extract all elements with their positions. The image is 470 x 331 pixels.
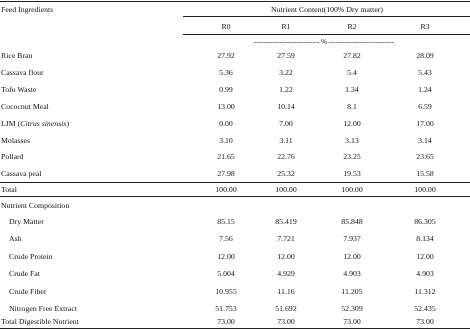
- ingredient-row-value: 23.65: [416, 152, 434, 162]
- ingredient-row-value: 6.59: [418, 101, 432, 111]
- composition-row-value: 52.309: [341, 304, 363, 313]
- composition-row-value: 7.721: [277, 234, 295, 243]
- composition-row-value: 51.692: [275, 304, 297, 313]
- column-header: R2: [347, 22, 357, 31]
- composition-row-value: 12.00: [217, 251, 235, 261]
- ingredient-row-value: 21.65: [217, 152, 235, 162]
- composition-row-value: 85.419: [275, 216, 297, 226]
- total-row-value: 100.00: [275, 184, 297, 194]
- ingredient-row-value: 7.00: [279, 118, 293, 128]
- composition-row-label: Crude Fiber: [9, 286, 47, 296]
- total-bottom-rule: [0, 196, 470, 197]
- composition-row-value: 51.753: [215, 304, 237, 313]
- ingredient-row-value: 15.58: [416, 169, 434, 179]
- ingredient-row-value: 27.98: [217, 169, 235, 179]
- ingredient-row-value: 17.00: [416, 118, 434, 128]
- composition-row-value: 52.435: [414, 304, 436, 313]
- composition-row-value: 4.903: [343, 269, 361, 278]
- composition-row-value: 11.205: [341, 286, 363, 296]
- ingredient-row-value: 28.09: [416, 51, 434, 60]
- composition-row-value: 11.16: [277, 286, 295, 296]
- ingredient-row-value: 5.36: [219, 67, 233, 77]
- composition-row-value: 10.955: [215, 286, 237, 296]
- ingredient-row-value: 3.13: [345, 135, 359, 145]
- composition-row-value: 11.312: [414, 286, 436, 296]
- ingredient-row-value: 1.34: [345, 84, 359, 94]
- composition-row-value: 85.15: [217, 216, 235, 226]
- total-row-value: 100.00: [215, 184, 237, 194]
- composition-row-value: 4.929: [277, 269, 295, 278]
- ingredient-row-value: 8.1: [347, 101, 357, 111]
- ingredient-row-value: 5.4: [347, 67, 357, 77]
- column-header: R3: [420, 22, 430, 31]
- ingredient-row-label: Rice Bran: [1, 51, 33, 60]
- ingredient-row-label: [1, 119, 69, 129]
- column-header: R1: [281, 22, 291, 31]
- ingredient-row-value: 3.22: [279, 67, 293, 77]
- ingredient-row-value: 19.53: [343, 169, 361, 179]
- label-suffix: ): [66, 118, 70, 128]
- composition-row-value: 12.00: [343, 251, 361, 261]
- ingredient-row-value: 10.14: [277, 101, 295, 111]
- ingredient-row-value: 12.00: [343, 118, 361, 128]
- column-header: R0: [221, 22, 231, 31]
- ingredient-row-value: 27.59: [277, 51, 295, 60]
- composition-row-label: Dry Matter: [9, 216, 44, 226]
- ingredient-row-value: 3.11: [279, 135, 293, 145]
- header-nutrient-content: Nutrient Content(100% Dry matter): [271, 5, 383, 14]
- table-bottom-rule: [0, 328, 470, 329]
- tdn-row-value: 73.00: [343, 317, 361, 326]
- ingredient-row-value: 0.00: [219, 118, 233, 128]
- ingredient-row-value: 27.82: [343, 51, 361, 60]
- tdn-row-value: 73.00: [277, 317, 295, 326]
- composition-row-label: Crude Protein: [9, 251, 53, 261]
- total-row-value: 100.00: [414, 184, 436, 194]
- ingredient-row-value: 3.14: [418, 135, 432, 145]
- ingredient-row-label: Molasses: [1, 135, 31, 145]
- header-feed-ingredients: Feed Ingredients: [1, 5, 54, 14]
- ingredient-row-label: Cassava peal: [1, 169, 42, 179]
- composition-row-value: 7.937: [343, 234, 361, 243]
- total-row-label: Total: [1, 184, 17, 194]
- composition-heading: Nutrient Composition: [1, 201, 70, 210]
- composition-row-label: Ash: [9, 234, 22, 243]
- ingredient-row-value: 27.92: [217, 51, 235, 60]
- composition-row-value: 7.56: [219, 234, 233, 243]
- header-group-rule: [183, 16, 470, 17]
- table-top-rule: [0, 1, 470, 2]
- ingredient-row-label: Cococnut Meal: [1, 101, 49, 111]
- composition-row-value: 85.848: [341, 216, 363, 226]
- composition-row-value: 5.004: [217, 269, 235, 278]
- ingredient-row-value: 1.24: [418, 84, 432, 94]
- ingredient-row-label: Pollard: [1, 152, 24, 162]
- ingredient-row-label: Tofu Waste: [1, 84, 37, 94]
- species-name: Citrus sinensis: [20, 118, 67, 128]
- composition-row-value: 12.00: [416, 251, 434, 261]
- ingredient-row-value: 23.25: [343, 152, 361, 162]
- composition-row-value: 4.903: [416, 269, 434, 278]
- ingredient-row-value: 5.43: [418, 67, 432, 77]
- label-prefix: LJM (: [1, 118, 21, 128]
- header-bottom-rule: [183, 34, 470, 35]
- ingredient-row-value: 3.10: [219, 135, 233, 145]
- tdn-row-label: Total Digestible Nutrient: [1, 317, 79, 326]
- ingredient-row-value: 13.00: [217, 101, 235, 111]
- tdn-row-value: 73.00: [416, 317, 434, 326]
- composition-row-value: 8.134: [416, 234, 434, 243]
- composition-row-value: 86.305: [414, 216, 436, 226]
- composition-row-label: Nitrogen Free Extract: [9, 304, 77, 313]
- ingredient-row-value: 25.32: [277, 169, 295, 179]
- total-row-value: 100.00: [341, 184, 363, 194]
- ingredient-row-value: 22.76: [277, 152, 295, 162]
- unit-percent-label: ---------------------------- % ----------------------------: [254, 38, 394, 46]
- tdn-row-value: 73.00: [217, 317, 235, 326]
- ingredient-row-value: 1.22: [279, 84, 293, 94]
- composition-row-value: 12.00: [277, 251, 295, 261]
- ingredient-row-value: 0.99: [219, 84, 233, 94]
- composition-row-label: Crude Fat: [9, 269, 40, 278]
- total-top-rule: [0, 182, 470, 183]
- ingredient-row-label: Cassava flour: [1, 67, 44, 77]
